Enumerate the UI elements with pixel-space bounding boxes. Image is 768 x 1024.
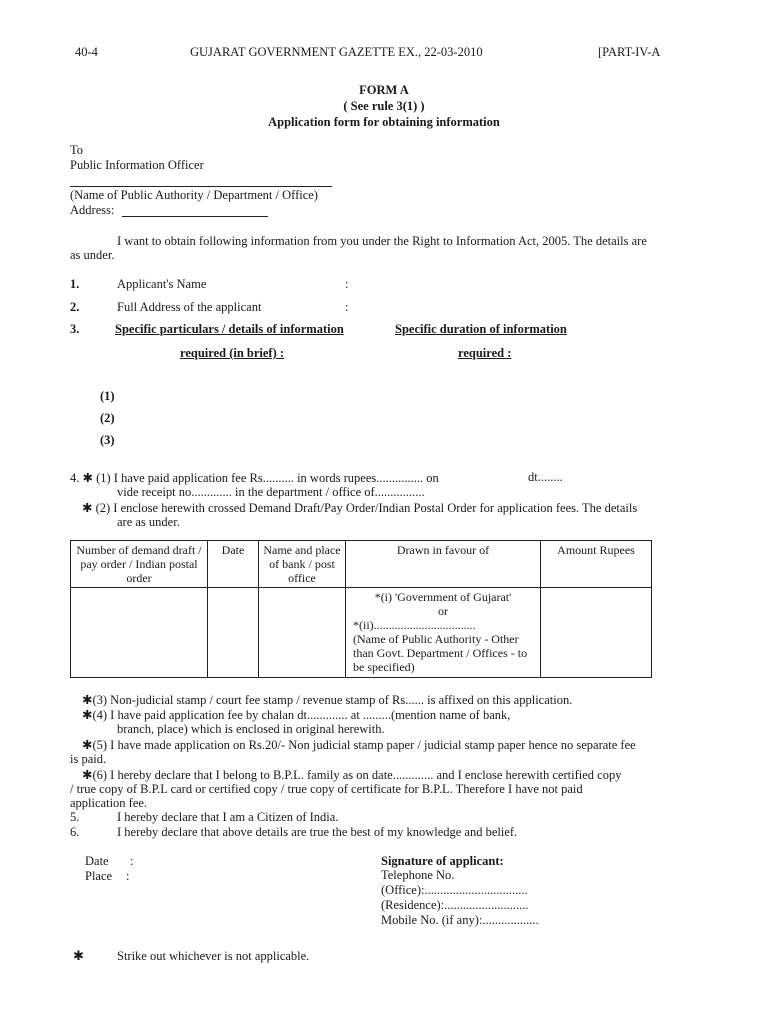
footnote-text: Strike out whichever is not applicable.	[117, 949, 310, 963]
residence-phone-line: (Residence):...........................	[381, 898, 529, 912]
gazette-title: GUJARAT GOVERNMENT GAZETTE EX., 22-03-2010	[190, 45, 483, 59]
authority-label: (Name of Public Authority / Department / Office)	[70, 188, 318, 202]
header-drawn: Drawn in favour of	[346, 541, 541, 588]
item-3-sub-3: (3)	[100, 433, 115, 447]
fee-details-table	[70, 540, 652, 678]
table-header-row	[71, 541, 652, 588]
table-row	[71, 588, 652, 678]
date-colon: :	[130, 854, 134, 868]
item-3-col1-line2: required (in brief) :	[180, 346, 285, 360]
header-amount: Amount Rupees	[541, 541, 652, 588]
item-1-colon: :	[345, 277, 349, 291]
item-4-p1-line2: vide receipt no............. in the department / office of................	[117, 485, 425, 499]
intro-line-1: I want to obtain following information from you under the Right to Information Act, 2005. The details are	[117, 234, 647, 248]
declaration-5-line2: is paid.	[70, 752, 107, 766]
item-4-p2-line1: ✱ (2) I enclose herewith crossed Demand Draft/Pay Order/Indian Postal Order for application fees. The details	[82, 501, 638, 515]
item-2-label: Full Address of the applicant	[117, 300, 262, 314]
gazette-part: [PART-IV-A	[598, 45, 661, 59]
address-line	[122, 216, 268, 217]
item-2-number: 2.	[70, 300, 80, 314]
item-3-col1-line1: Specific particulars / details of information	[115, 322, 344, 336]
intro-line-2: as under.	[70, 248, 115, 262]
item-1-number: 1.	[70, 277, 80, 291]
asterisk-icon: ✱	[73, 948, 84, 963]
item-5-number: 5.	[70, 810, 80, 824]
to-label: To	[70, 143, 84, 157]
page-number: 40-4	[75, 45, 98, 59]
header-date: Date	[208, 541, 259, 588]
cell-amount	[541, 588, 652, 678]
declaration-3: ✱(3) Non-judicial stamp / court fee stamp / revenue stamp of Rs...... is affixed on this application.	[82, 693, 573, 707]
item-4-p1-line1: 4. ✱ (1) I have paid application fee Rs.......... in words rupees............... on	[70, 471, 439, 485]
date-label: Date	[85, 854, 109, 868]
item-3-sub-2: (2)	[100, 411, 115, 425]
authority-line	[70, 186, 332, 187]
item-4-p1-date: dt........	[528, 470, 563, 484]
drawn-option-2-note: (Name of Public Authority - Other than Govt. Department / Offices - to be specified)	[353, 632, 528, 674]
signature-title: Signature of applicant:	[381, 854, 504, 868]
form-rule: ( See rule 3(1) )	[343, 99, 425, 113]
form-subtitle: Application form for obtaining information	[268, 115, 500, 129]
item-6-number: 6.	[70, 825, 80, 839]
declaration-6-line3: application fee.	[70, 796, 148, 810]
place-label: Place	[85, 869, 113, 883]
header-bank: Name and place of bank / post office	[259, 541, 346, 588]
form-title: FORM A	[359, 83, 409, 97]
declaration-5-line1: ✱(5) I have made application on Rs.20/- Non judicial stamp paper / judicial stamp paper hence no separate fee	[82, 738, 636, 752]
item-6-text: I hereby declare that above details are true the best of my knowledge and belief.	[117, 825, 518, 839]
declaration-4-line1: ✱(4) I have paid application fee by chalan dt............. at .........(mention name of bank,	[82, 708, 511, 722]
drawn-option-2: *(ii)..................................	[353, 618, 476, 632]
item-3-col2-line2: required :	[458, 346, 512, 360]
cell-date	[208, 588, 259, 678]
office-phone-line: (Office):.................................	[381, 883, 528, 897]
place-colon: :	[126, 869, 130, 883]
drawn-option-1: *(i) 'Government of Gujarat'	[374, 590, 512, 604]
officer-label: Public Information Officer	[70, 158, 204, 172]
cell-drawn	[346, 588, 541, 678]
item-3-col2-line1: Specific duration of information	[395, 322, 567, 336]
item-5-text: I hereby declare that I am a Citizen of India.	[117, 810, 339, 824]
declaration-6-line1: ✱(6) I hereby declare that I belong to B.P.L. family as on date............. and I enclose herewith certified copy	[82, 768, 622, 782]
declaration-4-line2: branch, place) which is enclosed in original herewith.	[117, 722, 385, 736]
item-3-sub-1: (1)	[100, 389, 115, 403]
address-label: Address:	[70, 203, 115, 217]
item-2-colon: :	[345, 300, 349, 314]
declaration-6-line2: / true copy of B.P.L card or certified copy / true copy of certificate for B.P.L. Therefore I have not paid	[70, 782, 583, 796]
header-number: Number of demand draft / pay order / Indian postal order	[71, 541, 208, 588]
item-4-p2-line2: are as under.	[117, 515, 180, 529]
cell-number	[71, 588, 208, 678]
mobile-line: Mobile No. (if any):..................	[381, 913, 539, 927]
item-3-number: 3.	[70, 322, 80, 336]
telephone-label: Telephone No.	[381, 868, 455, 882]
item-1-label: Applicant's Name	[117, 277, 207, 291]
cell-bank	[259, 588, 346, 678]
drawn-or: or	[438, 604, 448, 618]
